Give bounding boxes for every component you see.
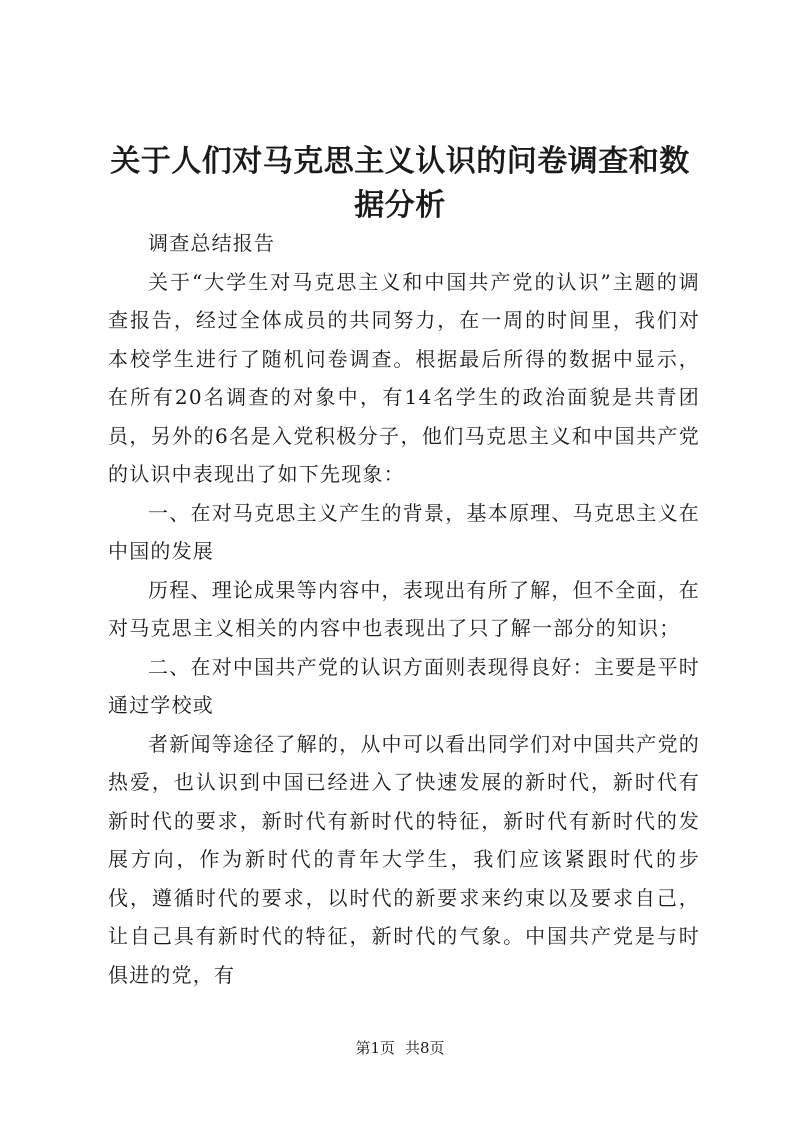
paragraph-intro: 关于“大学生对马克思主义和中国共产党的认识”主题的调查报告，经过全体成员的共同努力，在一周的时间里，我们对本校学生进行了随机问卷调查。根据最后所得的数据中显示，在所有20名调查的对象中，有14名学生的政治面貌是共青团员，另外的6名是入党积极分子，他们马克思主义和中国共产党的认识中表现出了如下先现象： xyxy=(108,269,700,486)
page-footer xyxy=(0,1038,800,1058)
paragraph-point-two: 二、在对中国共产党的认识方面则表现得良好：主要是平时通过学校或 xyxy=(108,654,700,717)
document-body xyxy=(108,224,700,994)
page-total: 共8页 xyxy=(405,1039,445,1057)
paragraph-point-two-continued: 者新闻等途径了解的，从中可以看出同学们对中国共产党的热爱，也认识到中国已经进入了快速发展的新时代，新时代有新时代的要求，新时代有新时代的特征，新时代有新时代的发展方向，作为新时代的青年大学生，我们应该紧跟时代的步伐，遵循时代的要求，以时代的新要求来约束以及要求自己，让自己具有新时代的特征，新时代的气象。中国共产党是与时俱进的党，有 xyxy=(108,731,700,987)
paragraph-report-label: 调查总结报告 xyxy=(148,231,276,255)
document-title: 关于人们对马克思主义认识的问卷调查和数据分析 xyxy=(110,144,690,223)
paragraph-point-one-continued: 历程、理论成果等内容中，表现出有所了解，但不全面，在对马克思主义相关的内容中也表现出了只了解一部分的知识； xyxy=(108,577,700,640)
page-number: 第1页 xyxy=(355,1039,395,1057)
paragraph-point-one: 一、在对马克思主义产生的背景，基本原理、马克思主义在中国的发展 xyxy=(108,500,700,563)
